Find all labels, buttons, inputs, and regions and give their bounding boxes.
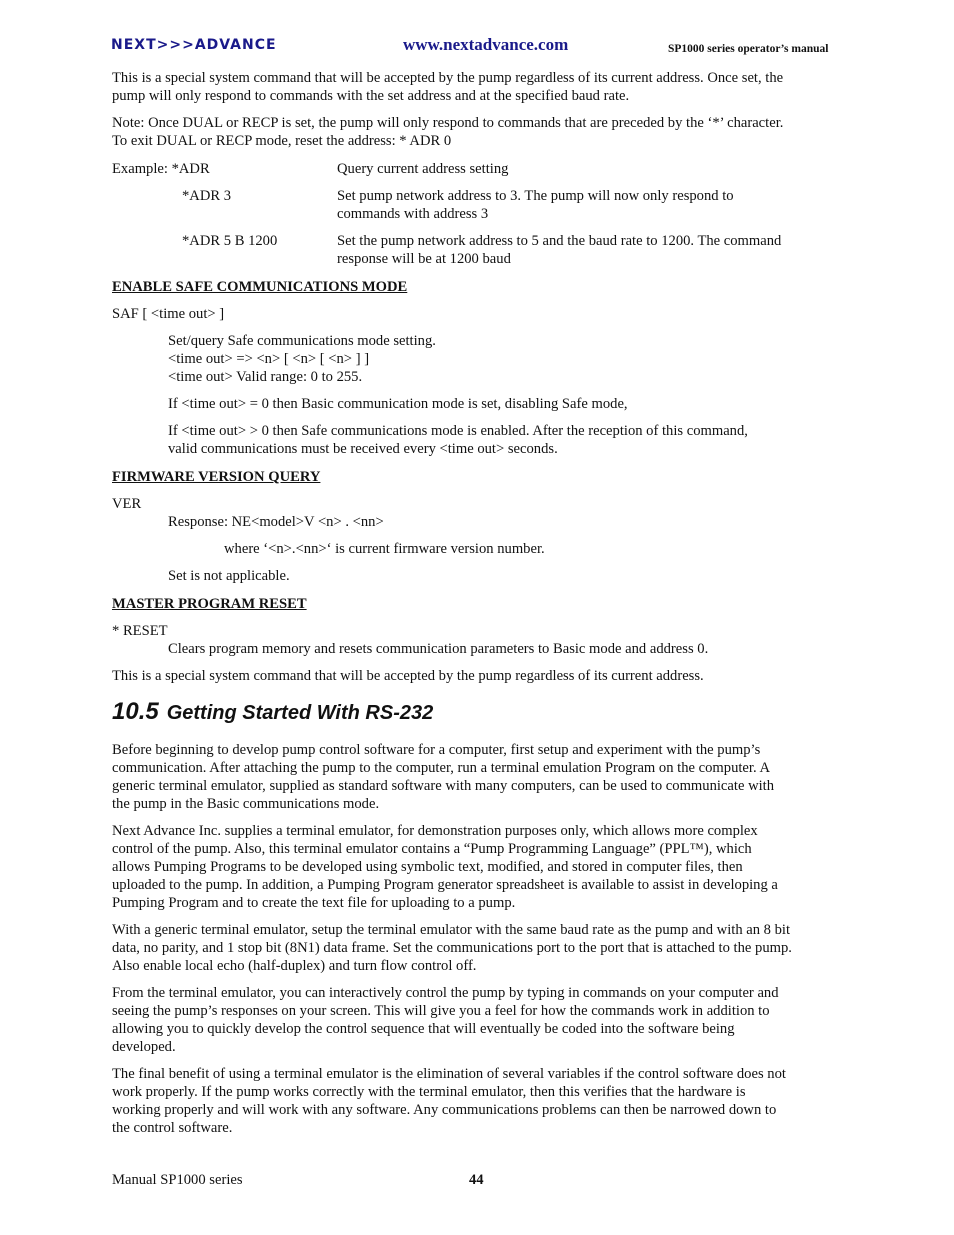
reset-description: Clears program memory and resets communication parameters to Basic mode and address 0.: [168, 641, 709, 657]
saf-line-4: If <time out> = 0 then Basic communication mode is set, disabling Safe mode,: [168, 396, 628, 412]
header-url-link[interactable]: www.nextadvance.com: [403, 35, 569, 54]
ver-set: Set is not applicable.: [168, 568, 290, 584]
ver-command: VER: [112, 496, 142, 512]
example-desc-1: Query current address setting: [337, 161, 509, 177]
heading-safe-communications: ENABLE SAFE COMMUNICATIONS MODE: [112, 279, 408, 295]
heading-firmware-version: FIRMWARE VERSION QUERY: [112, 469, 321, 485]
paragraph-getting-started-3: With a generic terminal emulator, setup the terminal emulator with the same baud rate as the pump and with an 8 bit data, no parity, and 1 stop bit (8N1) data frame. Set the communications port to the port that is attached to the pump. Also enable local echo (half-duplex) and turn flow control off.: [112, 922, 792, 974]
saf-line-3: <time out> Valid range: 0 to 255.: [168, 369, 363, 385]
footer-page-number: 44: [469, 1172, 484, 1188]
saf-line-5: If <time out> > 0 then Safe communications mode is enabled. After the reception of this command, valid communications must be received every <time out> seconds.: [168, 423, 748, 457]
saf-line-1: Set/query Safe communications mode setting.: [168, 333, 436, 349]
reset-note: This is a special system command that will be accepted by the pump regardless of its current address.: [112, 668, 704, 684]
example-label: Example: *ADR: [112, 161, 210, 177]
heading-master-reset: MASTER PROGRAM RESET: [112, 596, 307, 612]
paragraph-getting-started-4: From the terminal emulator, you can interactively control the pump by typing in commands on your computer and seeing the pump’s responses on your screen. This will give you a feel for how the commands work in addition to allowing you to quickly develop the control sequence that will eventually be coded into the software being developed.: [112, 985, 779, 1055]
header-manual-title: SP1000 series operator’s manual: [668, 43, 829, 55]
paragraph-getting-started-5: The final benefit of using a terminal emulator is the elimination of several variables if the control software does not work properly. If the pump works correctly with the terminal emulator, then this verifies that the hardware is working properly and will work with any software. Any communications problems can then be narrowed down to the control software.: [112, 1066, 786, 1136]
ver-response: Response: NE<model>V <n> . <nn>: [168, 514, 384, 530]
paragraph-special-command: This is a special system command that will be accepted by the pump regardless of its current address. Once set, the pump will only respond to commands with the set address and at the specified baud rate.: [112, 70, 784, 104]
paragraph-getting-started-2: Next Advance Inc. supplies a terminal emulator, for demonstration purposes only, which allows more complex control of the pump. Also, this terminal emulator contains a “Pump Programming Language” (PPL™), which allows Pumping Programs to be developed using symbolic text, modified, and stored in computer files, then uploaded to the pump. In addition, a Pumping Program generator spreadsheet is available to assist in developing a Pumping Program and to create the text file for uploading to a pump.: [112, 823, 778, 911]
ver-where: where ‘<n>.<nn>‘ is current firmware version number.: [224, 541, 545, 557]
section-title: [112, 698, 434, 725]
section-number: 10.5: [112, 698, 159, 725]
paragraph-getting-started-1: Before beginning to develop pump control software for a computer, first setup and experiment with the pump’s communication. After attaching the pump to the computer, run a terminal emulation Program on the computer. A generic terminal emulator, supplied as standard software with many computers, can be used to communicate with the pump in the Basic communications mode.: [112, 742, 775, 812]
footer-manual-name: Manual SP1000 series: [112, 1172, 243, 1188]
example-cmd-2: *ADR 3: [182, 188, 232, 204]
paragraph-note: Note: Once DUAL or RECP is set, the pump will only respond to commands that are preceded by the ‘*’ character. To exit DUAL or RECP mode, reset the address: * ADR 0: [112, 115, 784, 149]
saf-line-2: <time out> => <n> [ <n> [ <n> ] ]: [168, 351, 370, 367]
section-heading: Getting Started With RS-232: [166, 702, 434, 724]
company-logo: NEXT>>>ADVANCE: [111, 37, 277, 53]
saf-command: SAF [ <time out> ]: [112, 306, 225, 322]
example-desc-3: Set the pump network address to 5 and the baud rate to 1200. The command response will be at 1200 baud: [337, 233, 782, 267]
example-desc-2: Set pump network address to 3. The pump will now only respond to commands with address 3: [337, 188, 734, 222]
reset-command: * RESET: [112, 623, 168, 639]
example-cmd-3: *ADR 5 B 1200: [182, 233, 278, 249]
